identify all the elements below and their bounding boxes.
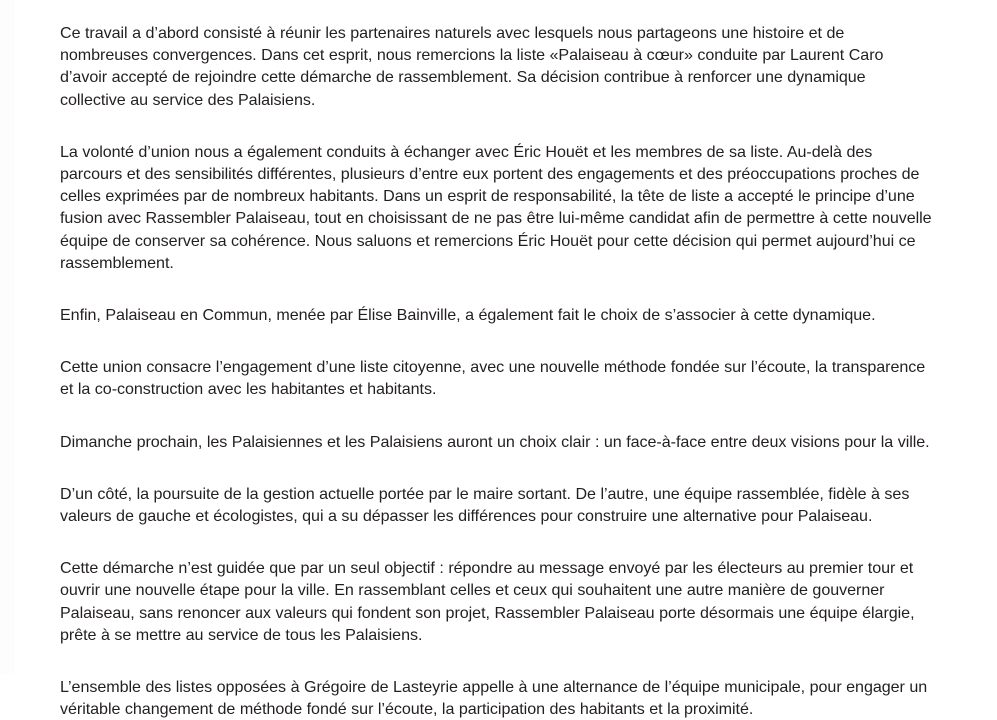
paragraph-5: Dimanche prochain, les Palaisiennes et les Palaisiens auront un choix clair : un face-à-face entre deux visions pour la ville. bbox=[60, 432, 930, 451]
paragraph-1: Ce travail a d’abord consisté à réunir les partenaires naturels avec lesquels nous partageons une histoire et de nombreuses convergences. Dans cet esprit, nous remercions la liste «Palaiseau à cœur» conduite par Laurent Caro d’avoir accepté de rejoindre cette démarche de rassemblement. Sa décision contribue à renforcer une dynamique collective au service des Palaisiens. bbox=[60, 24, 884, 109]
document-text-body bbox=[60, 22, 932, 720]
paragraph-4: Cette union consacre l’engagement d’une liste citoyenne, avec une nouvelle méthode fondée sur l’écoute, la transparence et la co-construction avec les habitantes et habitants. bbox=[60, 358, 926, 399]
paragraph-8: L’ensemble des listes opposées à Grégoire de Lasteyrie appelle à une alternance de l’équipe municipale, pour engager un véritable changement de méthode fondé sur l’écoute, la participation des habitants et la proximité. bbox=[60, 678, 928, 719]
paragraph-2: La volonté d’union nous a également conduits à échanger avec Éric Houët et les membres de sa liste. Au-delà des parcours et des sensibilités différentes, plusieurs d’entre eux portent des engagements et des préoccupations proches de celles exprimées par de nombreux habitants. Dans un esprit de responsabilité, la tête de liste a accepté le principe d’une fusion avec Rassembler Palaiseau, tout en choisissant de ne pas être lui-même candidat afin de permettre à cette nouvelle équipe de conserver sa cohérence. Nous saluons et remercions Éric Houët pour cette décision qui permet aujourd’hui ce rassemblement. bbox=[60, 142, 932, 272]
page-left-edge bbox=[0, 0, 14, 675]
paragraph-7: Cette démarche n’est guidée que par un seul objectif : répondre au message envoyé par les électeurs au premier tour et ouvrir une nouvelle étape pour la ville. En rassemblant celles et ceux qui souhaitent une autre manière de gouverner Palaiseau, sans renoncer aux valeurs qui fondent son projet, Rassembler Palaiseau porte désormais une équipe élargie, prête à se mettre au service de tous les Palaisiens. bbox=[60, 559, 915, 644]
paragraph-3: Enfin, Palaiseau en Commun, menée par Élise Bainville, a également fait le choix de s’associer à cette dynamique. bbox=[60, 306, 876, 325]
paragraph-6: D’un côté, la poursuite de la gestion actuelle portée par le maire sortant. De l’autre, une équipe rassemblée, fidèle à ses valeurs de gauche et écologistes, qui a su dépasser les différences pour construire une alternative pour Palaiseau. bbox=[60, 484, 910, 526]
